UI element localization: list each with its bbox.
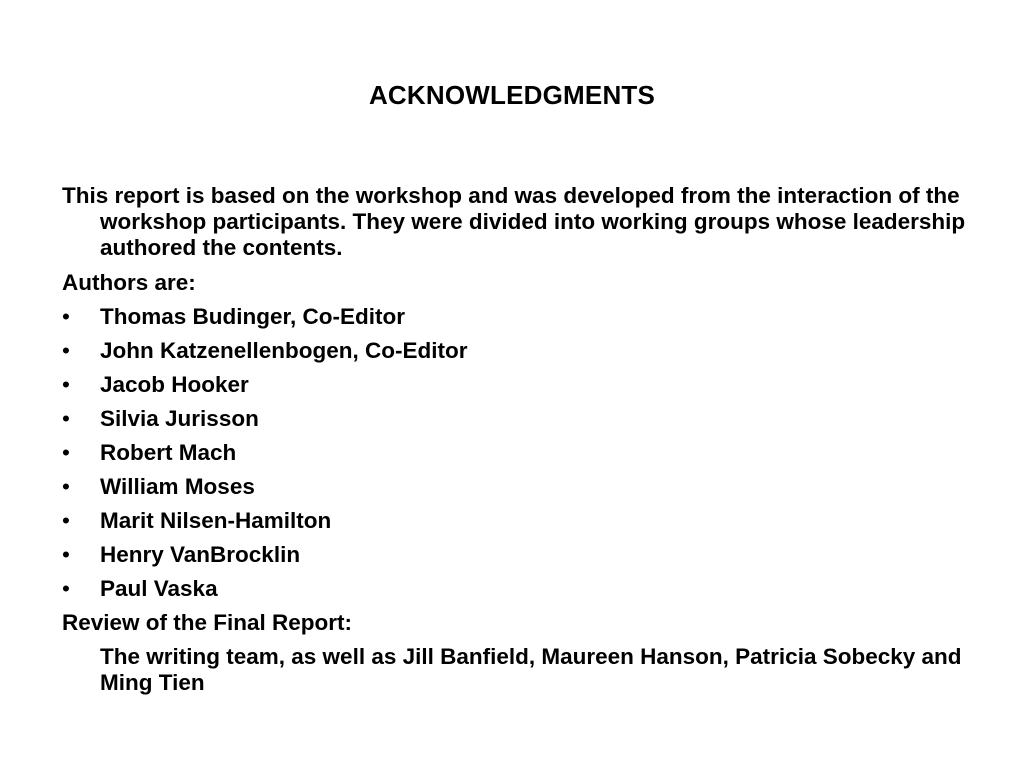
author-name: William Moses: [100, 474, 255, 499]
bullet-icon: •: [62, 406, 70, 431]
bullet-icon: •: [62, 372, 70, 397]
author-name: Thomas Budinger, Co-Editor: [100, 304, 406, 329]
author-name: Robert Mach: [100, 440, 237, 465]
author-name: Silvia Jurisson: [100, 406, 259, 431]
bullet-icon: •: [62, 304, 70, 329]
author-name: Marit Nilsen-Hamilton: [100, 508, 332, 533]
list-item: [62, 508, 972, 534]
bullet-icon: •: [62, 440, 70, 465]
author-name: John Katzenellenbogen, Co-Editor: [100, 338, 468, 363]
slide-content: [62, 183, 972, 696]
bullet-icon: •: [62, 508, 70, 533]
list-item: [62, 576, 972, 602]
authors-list: [62, 304, 972, 602]
list-item: [62, 474, 972, 500]
author-name: Henry VanBrocklin: [100, 542, 301, 567]
list-item: [62, 338, 972, 364]
bullet-icon: •: [62, 338, 70, 363]
author-name: Paul Vaska: [100, 576, 218, 601]
bullet-icon: •: [62, 542, 70, 567]
bullet-icon: •: [62, 474, 70, 499]
list-item: [62, 440, 972, 466]
bullet-icon: •: [62, 576, 70, 601]
list-item: [62, 372, 972, 398]
author-name: Jacob Hooker: [100, 372, 249, 397]
intro-paragraph: This report is based on the workshop and was developed from the interaction of the workshop participants. They were divided into working groups whose leadership authored the contents.: [62, 183, 966, 260]
list-item: [62, 542, 972, 568]
authors-heading: Authors are:: [62, 270, 196, 295]
review-text: The writing team, as well as Jill Banfield, Maureen Hanson, Patricia Sobecky and Ming Tien: [100, 644, 962, 695]
list-item: [62, 406, 972, 432]
list-item: [62, 304, 972, 330]
review-heading: Review of the Final Report:: [62, 610, 353, 635]
page-title: ACKNOWLEDGMENTS: [368, 80, 656, 110]
